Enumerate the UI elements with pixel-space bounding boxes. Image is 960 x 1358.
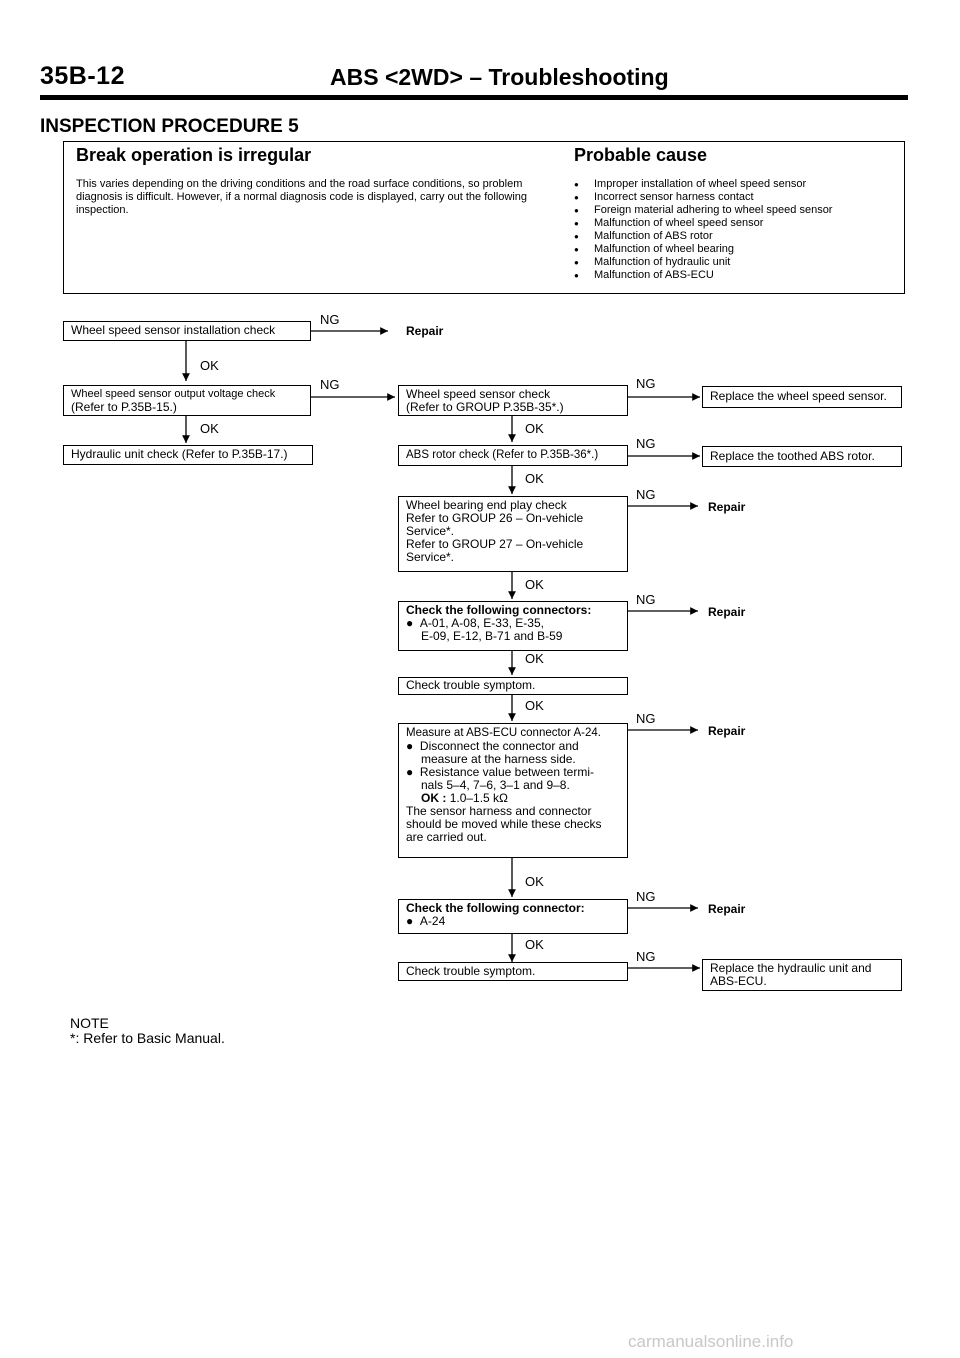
page-title: ABS <2WD> – Troubleshooting [330, 64, 669, 90]
replace-unit-line2: ABS-ECU. [710, 974, 767, 988]
measure-line1: Measure at ABS-ECU connector A-24. [406, 727, 601, 739]
rotor-check-text: ABS rotor check (Refer to P.35B-36*.) [406, 449, 599, 461]
bearing-line4: Refer to GROUP 27 – On-vehicle [406, 537, 584, 551]
ok-label: OK [525, 874, 544, 889]
ng-label: NG [636, 487, 656, 502]
cause-item: ● Malfunction of ABS-ECU [574, 269, 832, 282]
probable-cause-title: Probable cause [574, 145, 708, 165]
voltage-check-line1: Wheel speed sensor output voltage check [71, 388, 276, 400]
note-text: *: Refer to Basic Manual. [70, 1030, 225, 1046]
measure-bullet1: ● Disconnect the connector and [406, 739, 579, 753]
voltage-check-box [63, 385, 311, 416]
measure-ok-label: OK : [421, 791, 447, 805]
connector-line1-text: A-24 [419, 914, 446, 928]
cause-item: ● Malfunction of wheel speed sensor [574, 217, 832, 230]
replace-unit-box [702, 959, 902, 991]
connector-check-box [398, 899, 628, 934]
trouble-symptom-text: Check trouble symptom. [406, 678, 536, 692]
ng-label: NG [320, 377, 340, 392]
ok-label: OK [525, 651, 544, 666]
trouble-symptom2-text: Check trouble symptom. [406, 964, 536, 978]
cause-item: ● Malfunction of wheel bearing [574, 243, 832, 256]
bearing-check-box [398, 496, 628, 572]
ok-label: OK [525, 937, 544, 952]
replace-rotor-text: Replace the toothed ABS rotor. [710, 449, 875, 463]
note-block [70, 1016, 225, 1046]
bearing-line2: Refer to GROUP 26 – On-vehicle [406, 511, 584, 525]
repair-label: Repair [708, 605, 746, 619]
bearing-line1: Wheel bearing end play check [406, 498, 567, 512]
rotor-check-box [398, 445, 628, 466]
symptom-description: This varies depending on the driving conditions and the road surface conditions, so problem diagnosis is difficult. However, if a normal diagnosis code is displayed, carry out the following inspection. [76, 178, 528, 216]
replace-sensor-box [702, 386, 902, 408]
repair-label: Repair [708, 902, 746, 916]
voltage-check-line2: (Refer to P.35B-15.) [71, 400, 177, 414]
ng-label: NG [636, 949, 656, 964]
connector-title: Check the following connector: [406, 901, 585, 915]
ok-label: OK [525, 577, 544, 592]
replace-sensor-text: Replace the wheel speed sensor. [710, 389, 887, 403]
cause-item: ● Foreign material adhering to wheel speed sensor [574, 204, 832, 217]
procedure-title: INSPECTION PROCEDURE 5 [40, 116, 299, 137]
connectors-title: Check the following connectors: [406, 603, 592, 617]
sensor-check-line2: (Refer to GROUP P.35B-35*.) [406, 400, 564, 414]
connector-line1: ● A-24 [406, 914, 446, 928]
repair-label: Repair [406, 324, 444, 338]
replace-rotor-box [702, 446, 902, 467]
ok-label: OK [525, 698, 544, 713]
measure-ok-value: 1.0–1.5 kΩ [449, 791, 509, 805]
ng-label: NG [636, 889, 656, 904]
trouble-symptom2-box [398, 962, 628, 981]
measure-note-line2: should be moved while these checks [406, 817, 602, 831]
measure-bullet1-text: Disconnect the connector and [419, 739, 579, 753]
connectors-line1: ● A-01, A-08, E-33, E-35, [406, 616, 544, 630]
bearing-line3: Service*. [406, 524, 455, 538]
repair-label: Repair [708, 500, 746, 514]
repair-label: Repair [708, 724, 746, 738]
ng-label: NG [636, 711, 656, 726]
hydraulic-check-text: Hydraulic unit check (Refer to P.35B-17.) [71, 447, 288, 461]
cause-item: ● Malfunction of hydraulic unit [574, 256, 832, 269]
connectors-line2: E-09, E-12, B-71 and B-59 [421, 629, 563, 643]
install-check-box [63, 321, 311, 341]
trouble-symptom-box [398, 677, 628, 695]
replace-unit-line1: Replace the hydraulic unit and [710, 961, 872, 975]
measure-note-line1: The sensor harness and connector [406, 804, 592, 818]
measure-note-line3: are carried out. [406, 830, 487, 844]
ok-label: OK [200, 421, 219, 436]
cause-item: ● Incorrect sensor harness contact [574, 191, 832, 204]
connectors-check-box [398, 601, 628, 651]
measure-bullet2: ● Resistance value between termi- [406, 765, 595, 779]
ng-label: NG [636, 376, 656, 391]
note-title: NOTE [70, 1015, 109, 1031]
cause-item: ● Malfunction of ABS rotor [574, 230, 832, 243]
ng-label: NG [636, 436, 656, 451]
connectors-line1-text: A-01, A-08, E-33, E-35, [419, 616, 544, 630]
watermark: carmanualsonline.info [628, 1332, 794, 1351]
hydraulic-check-box [63, 445, 313, 465]
cause-item: ● Improper installation of wheel speed sensor [574, 178, 832, 191]
sensor-check-line1: Wheel speed sensor check [406, 387, 551, 401]
ng-label: NG [636, 592, 656, 607]
sensor-check-box [398, 385, 628, 416]
ok-label: OK [200, 358, 219, 373]
ok-label: OK [525, 421, 544, 436]
install-check-text: Wheel speed sensor installation check [71, 323, 276, 337]
measure-bullet2-text: Resistance value between termi- [419, 765, 595, 779]
measure-bullet2-cont: nals 5–4, 7–6, 3–1 and 9–8. [421, 778, 570, 792]
ng-label: NG [320, 312, 340, 327]
symptom-title: Break operation is irregular [76, 145, 312, 165]
measure-bullet1-cont: measure at the harness side. [421, 752, 576, 766]
bearing-line5: Service*. [406, 550, 455, 564]
page-number: 35B-12 [40, 62, 125, 90]
measure-box [398, 723, 628, 858]
ok-label: OK [525, 471, 544, 486]
